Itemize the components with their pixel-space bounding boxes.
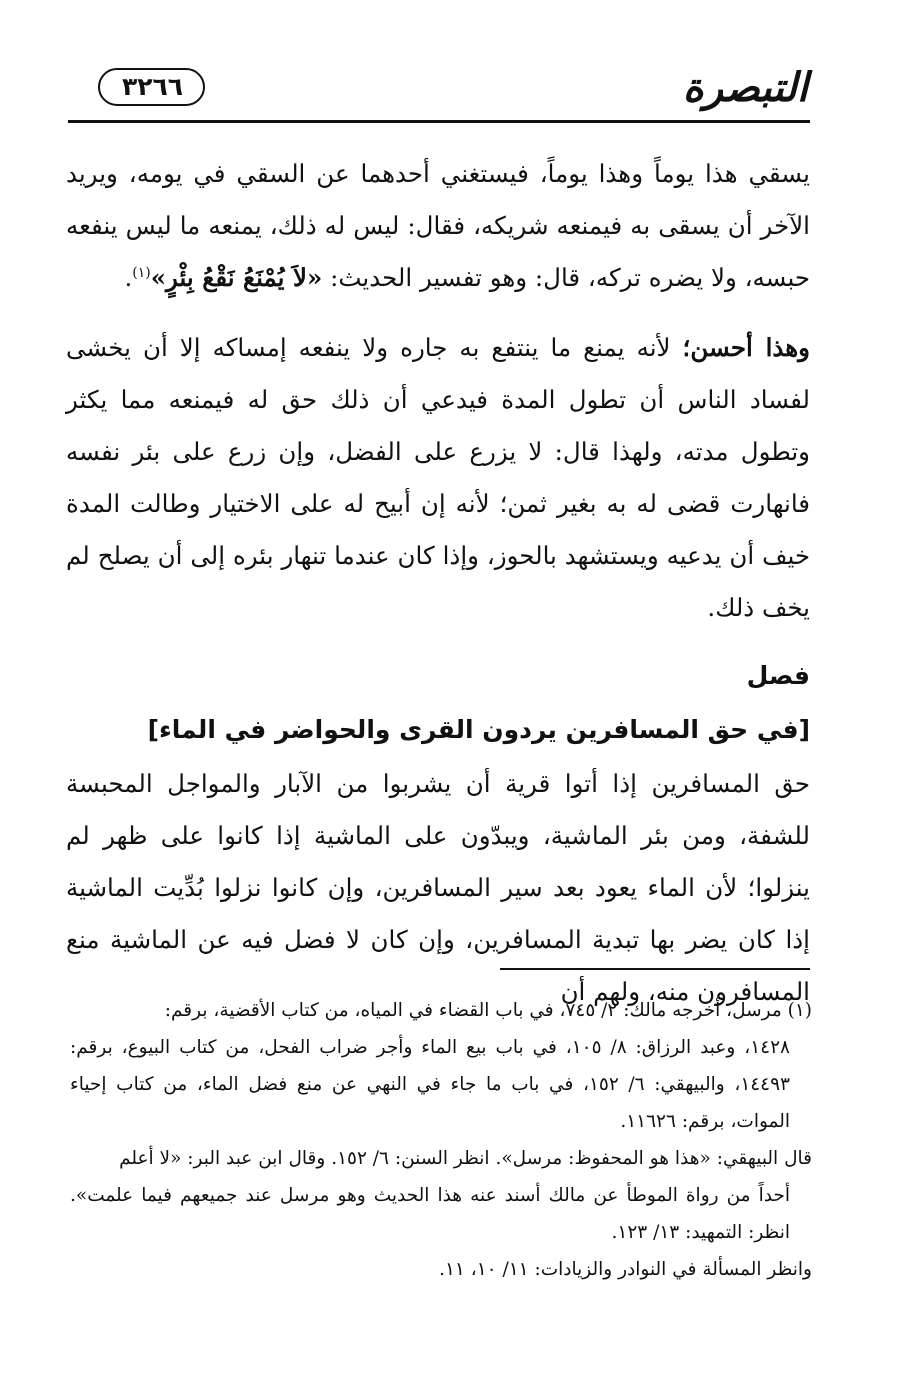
paragraph-2-lead: وهذا أحسن؛ [682,333,810,362]
paragraph-1 [66,148,810,304]
footnote-1-first-line: (١) مرسل، أخرجه مالك: ٢/ ٧٤٥، في باب القضاء في المياه، من كتاب الأقضية، برقم: [164,1000,812,1021]
footnote-2-first-line: قال البيهقي: «هذا هو المحفوظ: مرسل». انظر السنن: ٦/ ١٥٢. وقال ابن عبد البر: «لا أعلم [119,1148,812,1169]
footnote-reference: (١) [132,264,151,281]
main-text [66,148,810,1018]
paragraph-3: حق المسافرين إذا أتوا قرية أن يشربوا من الآبار والمواجل المحبسة للشفة، ومن بئر الماشية، ويبدّون على الماشية إذا كانوا على ظهر لم ينزلوا؛ لأن الماء يعود بعد سير المسافرين، وإن كانوا نزلوا بُدِّيت الماشية إذا كان يضر بها تبدية المسافرين، وإن كان لا فضل فيه عن الماشية منع المسافرون منه، ولهم أن [66,769,810,1006]
footnotes [70,992,812,1288]
page-header [68,60,808,118]
hadith-quote: «لاَ يُمْنَعُ نَقْعُ بِئْرٍ» [150,263,323,292]
paragraph-1-text: يسقي هذا يوماً وهذا يوماً، فيستغني أحدهما عن السقي في يومه، ويريد الآخر أن يسقى به فيمنعه شريكه، فقال: ليس له ذلك، يمنعه ما ليس ينفعه حبسه، ولا يضره تركه، قال: وهو تفسير الحديث: [66,159,810,292]
header-divider [68,120,810,123]
paragraph-2-text: لأنه يمنع ما ينتفع به جاره ولا ينفعه إمساكه إلا أن يخشى لفساد الناس أن تطول المدة فيدعي أن ذلك حق له فيمنعه مما يكثر وتطول مدته، ولهذا قال: لا يزرع على الفضل، وإن زرع على بئر نفسه فانهارت قضى له به بغير ثمن؛ لأنه إن أبيح له على الاختيار وطالت المدة خيف أن يدعيه ويستشهد بالحوز، وإذا كان عندما تنهار بئره إلى أن يصلح لم يخف ذلك. [66,333,810,622]
footnote-3: وانظر المسألة في النوادر والزيادات: ١١/ ١٠، ١١. [439,1259,812,1280]
footnote-divider [500,968,810,970]
footnote-2-continuation: أحداً من رواة الموطأ عن مالك أسند عنه هذا الحديث وهو مرسل عند جميعهم فيما علمت». انظر: التمهيد: ١٣/ ١٢٣. [70,1185,790,1243]
paragraph-1-end: . [124,263,133,292]
footnote-1-continuation: ١٤٢٨، وعبد الرزاق: ٨/ ١٠٥، في باب بيع الماء وأجر ضراب الفحل، من كتاب البيوع، برقم: ١٤٤٩٣، والبيهقي: ٦/ ١٥٢، في باب ما جاء في النهي عن منع فضل الماء، من كتاب إحياء الموات، برقم: ١١٦٢٦. [70,1037,790,1132]
paragraph-2 [66,322,810,634]
section-title: فصل [746,661,810,690]
book-title: التبصرة [682,64,808,111]
section-subtitle: [في حق المسافرين يردون القرى والحواضر في الماء] [147,715,810,744]
page-number: ٣٢٦٦ [98,68,205,106]
